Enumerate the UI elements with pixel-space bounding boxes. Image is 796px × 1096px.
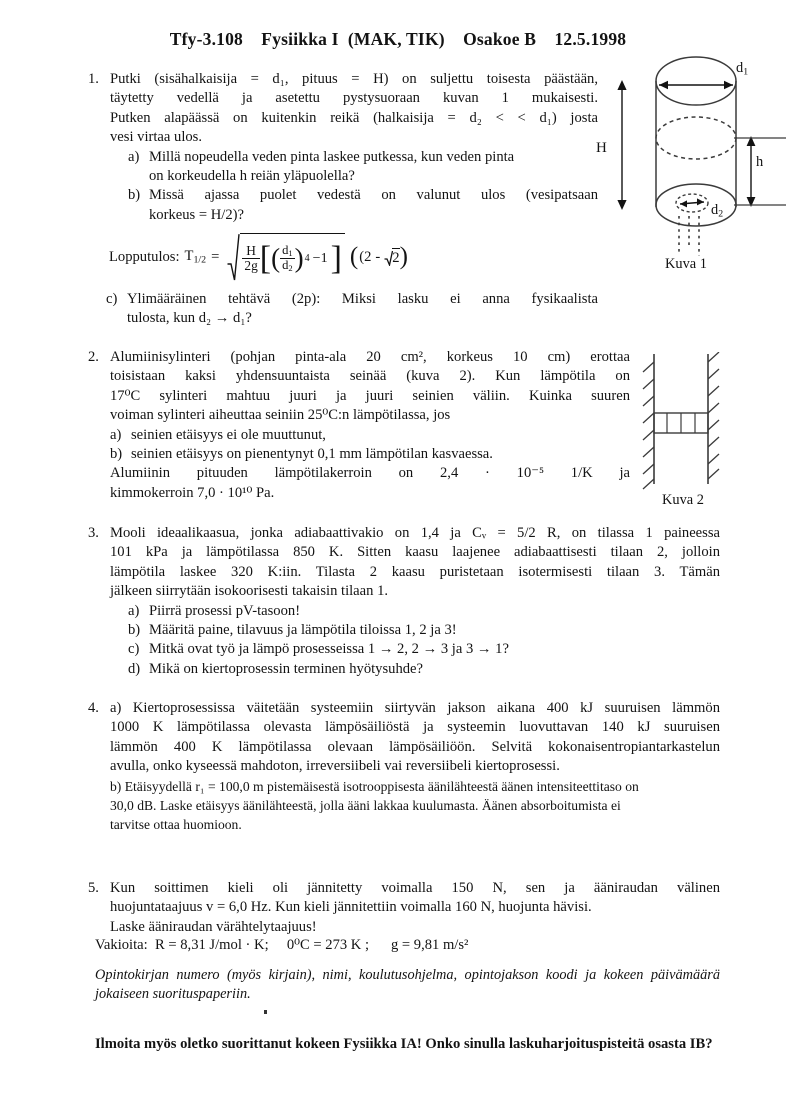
q1-result-formula <box>109 233 408 281</box>
question-5 <box>88 879 720 937</box>
q4-line-7: tarvitse ottaa huomioon. <box>110 817 242 833</box>
q1-line-4: vesi virtaa ulos. <box>110 129 203 146</box>
q3-subitem-c <box>128 640 720 659</box>
q2-subitem-b-text: seinien etäisyys on pienentynyt 0,1 mm lämpötilan kasvaessa. <box>131 446 493 463</box>
q1-subitem-b <box>128 186 598 225</box>
q1-b-line-1: Missä ajassa puolet vedestä on valunut ulos (vesipatsaan <box>149 187 598 204</box>
stray-ink-mark <box>264 1010 267 1014</box>
tail-two: (2 <box>359 248 372 265</box>
q1-c-line-2: tulosta, kun d₂ → d₁? <box>127 310 252 327</box>
q3-subitem-d <box>128 660 720 679</box>
figure-1-label-d1: $d_1$ <box>736 60 749 78</box>
question-1-subitem-c <box>106 290 598 329</box>
tail-paren-close-icon: ) <box>399 243 408 270</box>
tail-sqrt-two: 2 <box>384 248 399 267</box>
q5-line-1: Kun soittimen kieli oli jännitetty voimalla 150 N, sen ja ääniraudan välinen <box>110 880 720 896</box>
q2-outro-line-1: Alumiinin pituuden lämpötilakerroin on 2,4 · 10⁻⁵ 1/K ja <box>110 465 630 482</box>
tail-minus: - <box>375 248 381 265</box>
page-title: Tfy-3.108 Fysiikka I (MAK, TIK) Osakoe B 12.5.1998 <box>169 29 627 49</box>
q1-line-2: täytetty vedellä ja asetettu pystysuoraan kuvan 1 mukaisesti. <box>110 90 598 107</box>
q1-subitem-b-label: b) <box>128 187 141 204</box>
formula-fraction-H-2g: $\frac{H}{2g}$ <box>244 242 258 273</box>
q2-subitem-b <box>110 445 630 464</box>
q2-subitem-b-label: b) <box>110 446 123 463</box>
q1-subitem-b-text <box>149 186 598 225</box>
q2-line-1: Alumiinisylinteri (pohjan pinta-ala 20 cm², korkeus 10 cm) erottaa <box>110 349 630 365</box>
q4-line-3: lämmön 400 K lämpötilassa olevaan lämpösäiliöön. Selvitä kokonaisentropiantarkastelun <box>110 738 720 755</box>
paren-close-icon: ) <box>294 242 304 273</box>
q1-b-line-2: korkeus = H/2)? <box>149 206 244 223</box>
q4-line-2: 1000 K lämpötilassa olevasta lämpösäiliöstä ja systeemin luovuttavan 140 kJ suuruisen <box>110 719 720 736</box>
q2-line-4: voiman sylinteri aiheuttaa seiniin 25⁰C:n lämpötilassa, jos <box>110 407 451 424</box>
question-3-number: 3. <box>88 525 99 541</box>
q3-subitem-b-label: b) <box>128 622 141 639</box>
constants-line: Vakioita: R = 8,31 J/mol · K; 0⁰C = 273 K ; g = 9,81 m/s² <box>95 937 469 953</box>
footer-bold-note: Ilmoita myös oletko suorittanut kokeen Fysiikka IA! Onko sinulla laskuharjoituspisteitä osasta IB? <box>95 1036 713 1052</box>
q4-line-6: 30,0 dB. Laske etäisyys äänilähteestä, jolla ääni lakkaa kuulumasta. Äänen absorboitumista ei <box>110 798 621 814</box>
question-1-number: 1. <box>88 71 99 87</box>
q3-subitem-b <box>128 621 720 640</box>
q1-c-line-1: Ylimääräinen tehtävä (2p): Miksi lasku ei anna fysikaalista <box>127 291 598 307</box>
q1-line-3: Putken alapäässä on kuitenkin reikä (halkaisija = d₂ < < d₁) josta <box>110 109 598 126</box>
tail-paren-open-icon: ( <box>349 243 359 270</box>
q3-subitem-d-label: d) <box>128 660 141 677</box>
figure-1-label-d2: $d_2$ <box>711 202 724 220</box>
formula-lead-label: Lopputulos: <box>109 248 180 265</box>
question-3 <box>88 524 720 679</box>
q3-subitem-a-label: a) <box>128 602 140 619</box>
question-2 <box>88 348 630 503</box>
frac-d2: $d_2$ <box>282 258 293 274</box>
formula-equals: = <box>211 248 220 265</box>
q1-subitem-a-text <box>149 148 598 187</box>
q1-a-line-2: on korkeudella h reiän yläpuolella? <box>149 168 355 185</box>
q5-line-2: huojuntataajuus v = 6,0 Hz. Kun kieli jännitettiin voimalla 160 N, huojunta hävisi. <box>110 899 592 916</box>
figure-1-caption: Kuva 1 <box>665 256 707 272</box>
q2-outro-line-2: kimmokerroin 7,0 · 10¹⁰ Pa. <box>110 484 275 501</box>
q3-subitem-d-text: Mikä on kiertoprosessin terminen hyötysuhde? <box>149 660 423 677</box>
formula-lhs: $T_{1/2}$ <box>184 248 207 266</box>
footer-italic-note: Opintokirjan numero (myös kirjain), nimi, koulutusohjelma, opintojakson koodi ja kokeen päivämäärä jokaiseen suorituspaperiin. <box>95 967 720 1003</box>
question-4 <box>88 699 720 835</box>
formula-sqrt <box>227 233 345 281</box>
figure-1-label-H: H <box>596 140 607 156</box>
paren-open-icon: ( <box>271 242 281 273</box>
q2-subitem-a-label: a) <box>110 426 122 443</box>
figure-1-svg <box>610 50 796 268</box>
formula-minus-one: −1 <box>312 250 328 266</box>
q2-line-2: toisistaan kaksi yhdensuuntaista seinää (kuva 2). Kun lämpötila on <box>110 368 630 385</box>
q2-subitem-a-text: seinien etäisyys ei ole muuttunut, <box>131 426 326 443</box>
q3-line-4: jälkeen siirrytään isokoorisesti takaisin tilaan 1. <box>110 583 389 600</box>
figure-2-svg <box>640 352 796 502</box>
q3-subitem-a-text: Piirrä prosessi pV-tasoon! <box>149 602 301 619</box>
question-5-number: 5. <box>88 880 99 896</box>
figure-1-cylinder <box>610 50 796 290</box>
formula-exponent: 4 <box>304 253 310 264</box>
question-2-body <box>110 348 630 503</box>
bracket-open-icon: [ <box>259 239 272 277</box>
q3-line-1: Mooli ideaalikaasua, jonka adiabaattivakio on 1,4 ja Cᵥ = 5/2 R, on tilassa 1 paineessa <box>110 525 720 541</box>
q2-subitem-a <box>110 426 630 445</box>
bracket-close-icon: ] <box>330 239 342 277</box>
q2-line-3: 17⁰C sylinteri mahtuu juuri ja juuri seinien väliin. Kuinka suuren <box>110 387 630 404</box>
q4-line-5: b) Etäisyydellä r₁ = 100,0 m pistemäisestä isotrooppisesta äänilähteestä äänen intensiteettitaso on <box>110 778 639 794</box>
figure-2-walls <box>640 352 796 517</box>
q3-subitem-a <box>128 602 720 621</box>
figure-1-label-h: h <box>756 154 764 170</box>
q3-line-2: 101 kPa ja lämpötilassa 850 K. Sitten kaasu laajenee adiabaattisesti tilaan 2, jolloin <box>110 544 720 561</box>
q1-subitem-a <box>128 148 598 187</box>
question-5-body <box>110 879 720 937</box>
q1-a-line-1: Millä nopeudella veden pinta laskee putkessa, kun veden pinta <box>149 148 515 165</box>
question-4-body <box>110 699 720 835</box>
frac-d1: $d_1$ <box>282 242 293 258</box>
sqrt-symbol-icon <box>227 233 240 281</box>
question-4-number: 4. <box>88 700 99 716</box>
q3-subitem-b-text: Määritä paine, tilavuus ja lämpötila tiloissa 1, 2 ja 3! <box>149 622 457 639</box>
formula-fraction-d1-d2 <box>280 244 295 274</box>
q1-subitem-c <box>106 290 598 329</box>
q3-subitem-c-label: c) <box>128 641 140 658</box>
q1-line-1: Putki (sisähalkaisija = d₁, pituus = H) on suljettu toisesta päästään, <box>110 71 598 87</box>
question-3-body <box>110 524 720 679</box>
q3-line-3: lämpötila laskee 320 K:iin. Tilasta 2 kaasu puristetaan isotermisesti tilaan 3. Tämän <box>110 563 720 580</box>
question-1-body <box>110 70 598 225</box>
q4-line-1: a) Kiertoprosessissa väitetään systeemiin siirtyvän jakson aikana 400 kJ suuruisen lämmön <box>110 700 720 716</box>
q1-subitem-c-text <box>127 290 598 329</box>
question-1 <box>88 70 598 225</box>
figure-2-caption: Kuva 2 <box>662 492 704 508</box>
q3-subitem-c-text: Mitkä ovat työ ja lämpö prosesseissa 1 → 2, 2 → 3 ja 3 → 1? <box>149 641 509 658</box>
q4-line-4: avulla, onko kyseessä mahdoton, irreversiibeli vai reversiibeli kiertoprosessi. <box>110 758 560 775</box>
sqrt-radicand <box>240 233 345 281</box>
q1-subitem-a-label: a) <box>128 148 140 165</box>
q5-line-3: Laske ääniraudan värähtelytaajuus! <box>110 918 317 935</box>
q1-subitem-c-label: c) <box>106 291 118 307</box>
question-2-number: 2. <box>88 349 99 365</box>
formula-tail <box>349 243 408 270</box>
